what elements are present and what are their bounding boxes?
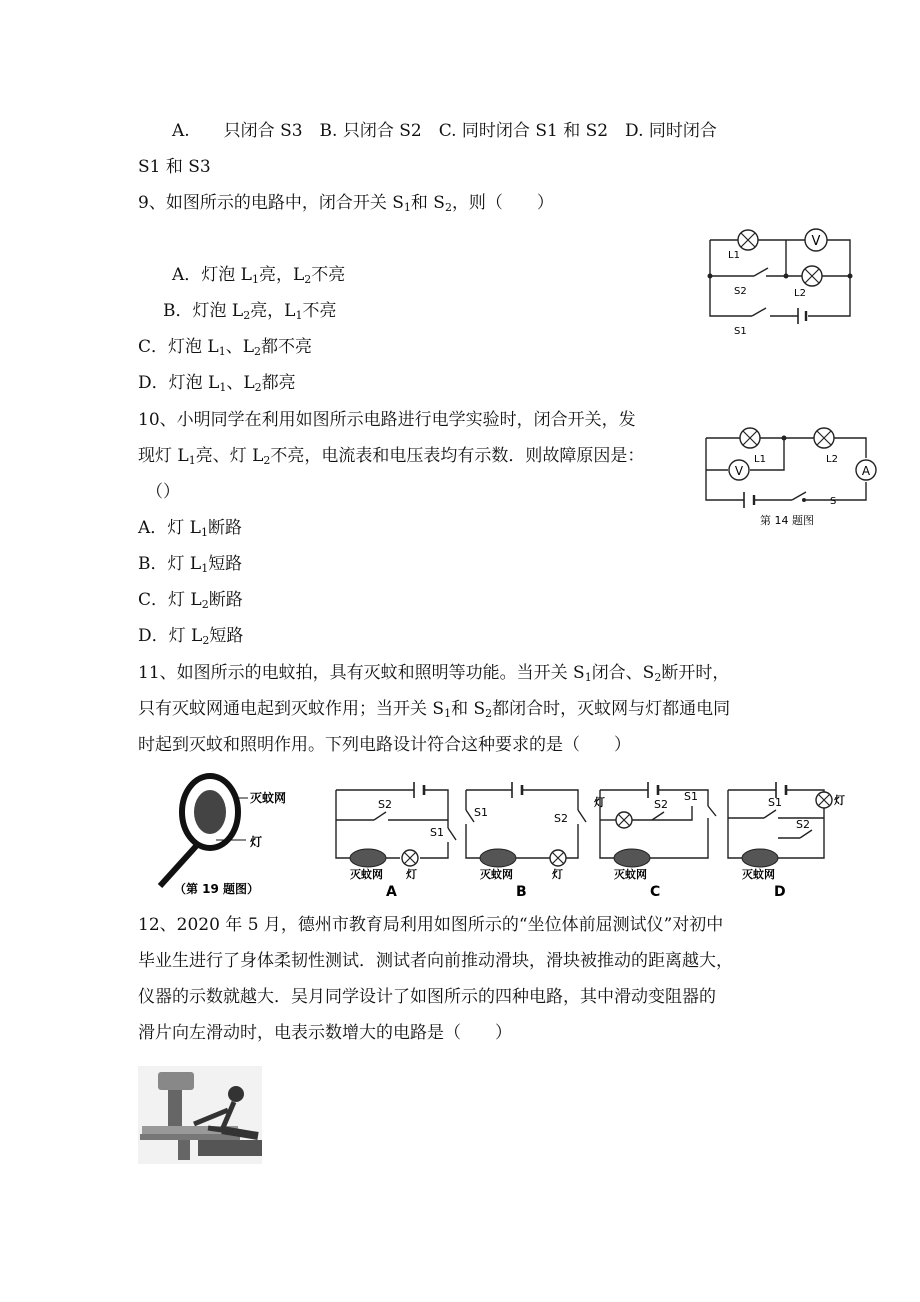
q10-l1-bulb bbox=[740, 428, 760, 448]
q10-circuit-diagram bbox=[698, 424, 888, 530]
racket-lamp-label: 灯 bbox=[250, 835, 263, 849]
q9-option-a: A．灯泡 $L_1$亮，$L_2$不亮 bbox=[172, 265, 346, 286]
q9-label-l2: L2 bbox=[794, 288, 806, 299]
circuit-a-label: A bbox=[386, 884, 397, 898]
q9-option-b: B．灯泡 $L_2$亮，$L_1$不亮 bbox=[163, 301, 337, 322]
circuit-d-label: D bbox=[774, 884, 786, 898]
q9-option-d: D．灯泡 $L_1$、$L_2$都亮 bbox=[138, 373, 296, 394]
q9-l1-bulb bbox=[738, 230, 758, 250]
q10-label-l2: L2 bbox=[826, 454, 838, 465]
q10-stem-3: （） bbox=[146, 482, 180, 502]
q9-l2-bulb bbox=[802, 266, 822, 286]
circuit-c-label: C bbox=[650, 884, 661, 898]
q9-label-l1: L1 bbox=[728, 250, 740, 261]
svg-text:灭蚊网: 灭蚊网 bbox=[742, 868, 775, 881]
svg-text:S2: S2 bbox=[796, 818, 810, 831]
q10-voltmeter bbox=[729, 460, 749, 480]
svg-text:V: V bbox=[811, 234, 821, 249]
svg-text:灭蚊网: 灭蚊网 bbox=[350, 868, 383, 881]
q10-label-l1: L1 bbox=[754, 454, 766, 465]
q10-stem-2: 现灯 $L_1$亮、灯 $L_2$不亮，电流表和电压表均有示数．则故障原因是： bbox=[138, 446, 645, 467]
racket-image bbox=[160, 776, 248, 886]
q10-option-c: C．灯 $L_2$断路 bbox=[138, 590, 243, 611]
circuit-b bbox=[466, 782, 586, 898]
q9-s2-switch bbox=[754, 268, 768, 276]
q10-caption: 第 14 题图 bbox=[760, 514, 814, 527]
q9-option-c: C．灯泡 $L_1$、$L_2$都不亮 bbox=[138, 337, 312, 358]
q10-switch bbox=[792, 492, 806, 502]
racket-net-label: 灭蚊网 bbox=[250, 791, 287, 805]
svg-text:灯: 灯 bbox=[834, 794, 845, 807]
q10-option-d: D．灯 $L_2$短路 bbox=[138, 626, 244, 647]
svg-text:S1: S1 bbox=[474, 806, 488, 819]
q12-stem-1: 12、2020 年 5 月，德州市教育局利用如图所示的“坐位体前屈测试仪”对初中 bbox=[138, 915, 724, 935]
q12-stem-2: 毕业生进行了身体柔韧性测试．测试者向前推动滑块，滑块被推动的距离越大， bbox=[138, 951, 733, 971]
q11-figure bbox=[146, 770, 876, 898]
sit-and-reach-photo bbox=[138, 1066, 262, 1164]
q9-stem: 9、如图所示的电路中，闭合开关 $S_1$和 $S_2$，则（ ） bbox=[138, 193, 554, 214]
svg-text:A: A bbox=[861, 464, 871, 478]
svg-text:S2: S2 bbox=[654, 798, 668, 811]
q12-stem-4: 滑片向左滑动时，电表示数增大的电路是（ ） bbox=[138, 1023, 512, 1043]
q9-s1-switch bbox=[752, 308, 766, 316]
svg-text:灯: 灯 bbox=[552, 868, 563, 881]
q10-l2-bulb bbox=[814, 428, 834, 448]
q10-option-b: B．灯 $L_1$短路 bbox=[138, 554, 243, 575]
q10-label-s: S bbox=[830, 496, 837, 507]
q10-option-a: A．灯 $L_1$断路 bbox=[138, 518, 242, 539]
q11-stem-1: 11、如图所示的电蚊拍，具有灭蚊和照明等功能。当开关 $S_1$闭合、$S_2$断开时， bbox=[138, 663, 730, 684]
svg-text:S2: S2 bbox=[554, 812, 568, 825]
q9-voltmeter bbox=[805, 229, 827, 251]
svg-text:灭蚊网: 灭蚊网 bbox=[480, 868, 513, 881]
circuit-b-label: B bbox=[516, 884, 527, 898]
svg-text:S1: S1 bbox=[768, 796, 782, 809]
circuit-a bbox=[336, 782, 456, 898]
circuit-d bbox=[728, 782, 845, 898]
q8-options: A. 只闭合 S3 B. 只闭合 S2 C. 同时闭合 S1 和 S2 D. 同时闭合 bbox=[172, 121, 717, 141]
circuit-c bbox=[593, 782, 716, 898]
svg-text:S1: S1 bbox=[684, 790, 698, 803]
svg-text:S1: S1 bbox=[430, 826, 444, 839]
q11-stem-2: 只有灭蚊网通电起到灭蚊作用；当开关 $S_1$和 $S_2$都闭合时，灭蚊网与灯都通电同 bbox=[138, 699, 731, 720]
q10-battery bbox=[744, 492, 754, 508]
q8-options-cont: S1 和 S3 bbox=[138, 157, 211, 177]
svg-text:灯: 灯 bbox=[406, 868, 417, 881]
svg-text:S2: S2 bbox=[378, 798, 392, 811]
q10-ammeter bbox=[856, 460, 876, 480]
svg-text:V: V bbox=[734, 464, 744, 478]
q12-stem-3: 仪器的示数就越大．吴月同学设计了如图所示的四种电路，其中滑动变阻器的 bbox=[138, 987, 716, 1007]
svg-text:灭蚊网: 灭蚊网 bbox=[614, 868, 647, 881]
q9-label-s2: S2 bbox=[734, 286, 747, 297]
q9-circuit-diagram bbox=[700, 224, 860, 344]
svg-text:灯: 灯 bbox=[594, 796, 605, 809]
q9-battery bbox=[798, 308, 806, 324]
q9-label-s1: S1 bbox=[734, 326, 747, 337]
racket-caption: （第 19 题图） bbox=[174, 882, 260, 896]
q11-stem-3: 时起到灭蚊和照明作用。下列电路设计符合这种要求的是（ ） bbox=[138, 735, 631, 755]
q10-stem-1: 10、小明同学在利用如图所示电路进行电学实验时，闭合开关，发 bbox=[138, 410, 636, 430]
